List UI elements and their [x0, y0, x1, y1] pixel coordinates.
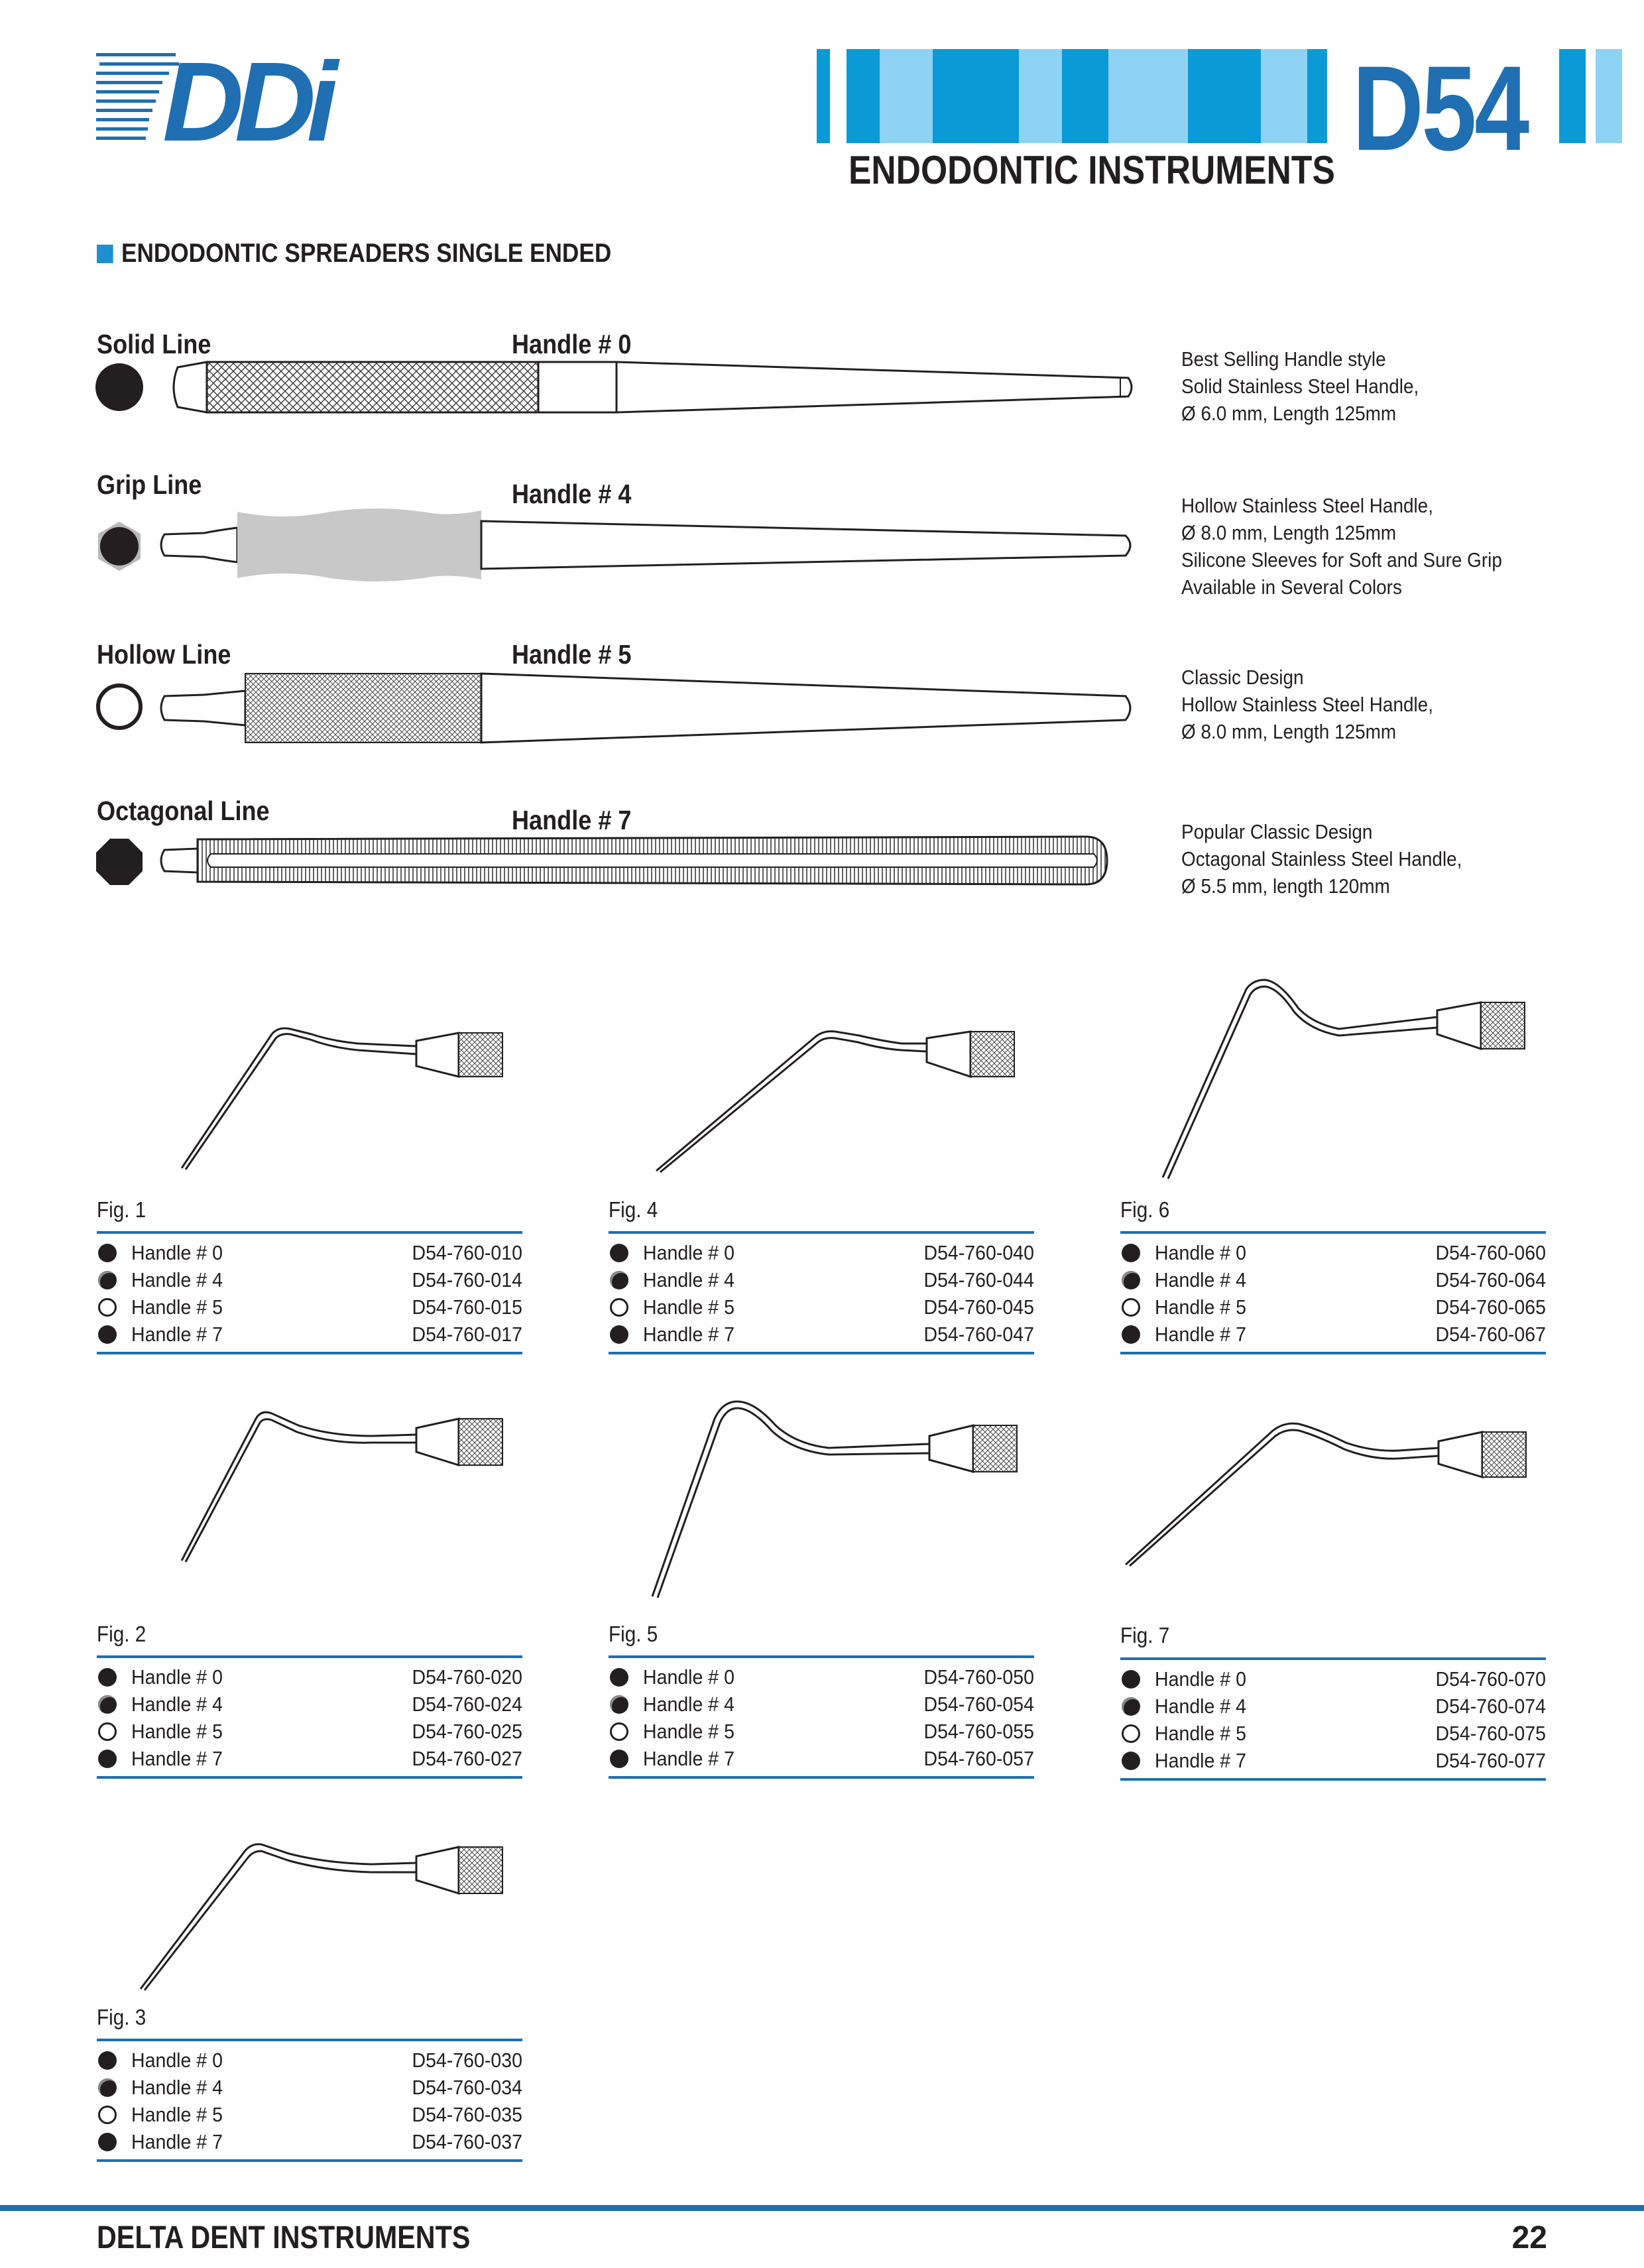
- row-code: D54-760-057: [923, 1747, 1034, 1770]
- row-code: D54-760-054: [923, 1693, 1034, 1716]
- section-title-text: ENDODONTIC SPREADERS SINGLE ENDED: [121, 239, 612, 268]
- row-handle: Handle # 7: [643, 1747, 734, 1770]
- footer-company: DELTA DENT INSTRUMENTS: [97, 2220, 471, 2255]
- solid-circle-icon: [98, 2051, 117, 2070]
- fig-6-table: [1120, 1231, 1546, 1354]
- fig-1-table: [97, 1231, 522, 1354]
- desc-line: Best Selling Handle style: [1181, 347, 1386, 371]
- desc-line: Available in Several Colors: [1181, 575, 1402, 599]
- desc-line: Ø 8.0 mm, Length 125mm: [1181, 521, 1397, 544]
- line-name-grip: Grip Line: [97, 469, 202, 500]
- grip-circle-icon: [1122, 1697, 1140, 1716]
- desc-line: Popular Classic Design: [1181, 820, 1373, 843]
- octagon-icon: [98, 1750, 117, 1768]
- hollow-circle-icon: [98, 1298, 117, 1317]
- table-row: [97, 1663, 522, 1691]
- handle-name-0: Handle # 0: [512, 329, 632, 359]
- row-code: D54-760-047: [923, 1323, 1034, 1346]
- footer-divider: [0, 2205, 1644, 2211]
- solid-circle-icon: [610, 1668, 628, 1687]
- row-handle: Handle # 5: [1155, 1295, 1246, 1319]
- table-row: [97, 2101, 522, 2128]
- row-handle: Handle # 0: [131, 1665, 223, 1689]
- spreader-fig-7-icon: [1120, 1412, 1545, 1578]
- row-handle: Handle # 0: [643, 1665, 734, 1689]
- table-row: [1120, 1720, 1546, 1747]
- row-handle: Handle # 5: [643, 1720, 734, 1743]
- hollow-circle-icon: [1122, 1298, 1140, 1317]
- solid-circle-icon: [98, 1668, 117, 1687]
- row-code: D54-760-060: [1435, 1241, 1546, 1264]
- hollow-circle-icon: [98, 1722, 117, 1741]
- handle-name-5: Handle # 5: [512, 639, 632, 670]
- table-row: [97, 1321, 522, 1348]
- spreader-fig-2-icon: [172, 1405, 517, 1571]
- row-code: D54-760-055: [923, 1720, 1034, 1743]
- desc-line: Ø 6.0 mm, Length 125mm: [1181, 402, 1397, 425]
- fig-5-label: Fig. 5: [609, 1622, 658, 1646]
- fig-3-table: [97, 2039, 522, 2162]
- fig-2-table: [97, 1655, 522, 1779]
- row-code: D54-760-027: [412, 1747, 522, 1770]
- hollow-circle-icon: [610, 1298, 628, 1317]
- table-row: [97, 1293, 522, 1321]
- row-handle: Handle # 4: [131, 1268, 223, 1291]
- table-row: [609, 1718, 1034, 1745]
- octagon-icon: [610, 1325, 628, 1344]
- grip-hexagon-icon: [93, 520, 146, 573]
- row-code: D54-760-010: [412, 1241, 522, 1264]
- row-code: D54-760-067: [1435, 1323, 1546, 1346]
- row-handle: Handle # 4: [643, 1693, 734, 1716]
- grip-circle-icon: [98, 1271, 117, 1289]
- row-code: D54-760-074: [1435, 1695, 1546, 1718]
- solid-circle-icon: [1122, 1670, 1140, 1689]
- table-row: [609, 1239, 1034, 1266]
- line-name-octagonal: Octagonal Line: [97, 796, 270, 826]
- row-code: D54-760-020: [412, 1665, 522, 1689]
- row-code: D54-760-044: [923, 1268, 1034, 1291]
- desc-line: Ø 8.0 mm, Length 125mm: [1181, 720, 1397, 743]
- table-row: [97, 2074, 522, 2101]
- page-title: ENDODONTIC INSTRUMENTS: [849, 148, 1335, 192]
- row-code: D54-760-017: [412, 1323, 522, 1346]
- spreader-fig-4-icon: [650, 1021, 1021, 1180]
- fig-3-label: Fig. 3: [97, 2005, 147, 2029]
- table-row: [97, 1745, 522, 1772]
- row-code: D54-760-077: [1435, 1749, 1546, 1772]
- desc-handle-7: [1181, 818, 1462, 900]
- row-code: D54-760-075: [1435, 1722, 1546, 1745]
- row-handle: Handle # 7: [643, 1323, 734, 1346]
- octagon-icon: [98, 1325, 117, 1344]
- handle-name-7: Handle # 7: [512, 805, 632, 835]
- table-row: [1120, 1665, 1546, 1693]
- fig-1-label: Fig. 1: [97, 1197, 147, 1222]
- row-code: D54-760-025: [412, 1720, 522, 1743]
- row-handle: Handle # 5: [131, 1295, 223, 1319]
- row-handle: Handle # 7: [131, 1323, 223, 1346]
- row-code: D54-760-050: [923, 1665, 1034, 1689]
- row-handle: Handle # 5: [131, 2103, 223, 2126]
- table-row: [1120, 1266, 1546, 1293]
- grip-circle-icon: [98, 1695, 117, 1714]
- row-handle: Handle # 5: [1155, 1722, 1246, 1745]
- row-handle: Handle # 0: [643, 1241, 734, 1264]
- row-code: D54-760-045: [923, 1295, 1034, 1319]
- row-code: D54-760-040: [923, 1241, 1034, 1264]
- row-code: D54-760-070: [1435, 1667, 1546, 1691]
- table-row: [1120, 1293, 1546, 1321]
- table-row: [1120, 1747, 1546, 1774]
- handle-0-drawing: [158, 359, 1139, 416]
- section-title: [97, 239, 611, 269]
- desc-handle-5: [1181, 664, 1433, 745]
- desc-line: Octagonal Stainless Steel Handle,: [1181, 847, 1462, 870]
- octagon-icon: [1122, 1752, 1140, 1770]
- row-code: D54-760-030: [412, 2049, 522, 2072]
- handle-7-drawing: [158, 834, 1139, 887]
- table-row: [1120, 1693, 1546, 1720]
- solid-circle-icon: [94, 362, 145, 412]
- table-row: [609, 1663, 1034, 1691]
- table-row: [97, 2047, 522, 2074]
- fig-4-table: [609, 1231, 1034, 1354]
- page-number: 22: [1511, 2220, 1547, 2255]
- table-row: [97, 2128, 522, 2155]
- fig-6-label: Fig. 6: [1120, 1197, 1170, 1222]
- row-handle: Handle # 7: [1155, 1749, 1246, 1772]
- row-handle: Handle # 7: [131, 2130, 223, 2153]
- ddi-logo: [96, 46, 348, 146]
- row-code: D54-760-037: [412, 2130, 522, 2153]
- row-handle: Handle # 0: [1155, 1667, 1246, 1691]
- row-handle: Handle # 4: [131, 2076, 223, 2099]
- row-code: D54-760-065: [1435, 1295, 1546, 1319]
- desc-line: Hollow Stainless Steel Handle,: [1181, 693, 1433, 716]
- line-name-hollow: Hollow Line: [97, 639, 231, 670]
- table-row: [97, 1239, 522, 1266]
- desc-line: Classic Design: [1181, 666, 1304, 689]
- row-code: D54-760-014: [412, 1268, 522, 1291]
- row-code: D54-760-034: [412, 2076, 522, 2099]
- handle-name-4: Handle # 4: [512, 479, 632, 509]
- hollow-circle-icon: [94, 682, 145, 732]
- row-code: D54-760-015: [412, 1295, 522, 1319]
- spreader-fig-1-icon: [172, 1021, 517, 1180]
- row-handle: Handle # 7: [131, 1747, 223, 1770]
- fig-2-label: Fig. 2: [97, 1622, 147, 1646]
- spreader-fig-3-icon: [133, 1836, 517, 2002]
- fig-4-label: Fig. 4: [609, 1197, 658, 1222]
- solid-circle-icon: [1122, 1244, 1140, 1262]
- grip-circle-icon: [1122, 1271, 1140, 1289]
- row-handle: Handle # 4: [1155, 1268, 1246, 1291]
- row-handle: Handle # 0: [131, 1241, 223, 1264]
- desc-handle-4: [1181, 492, 1502, 601]
- line-name-solid: Solid Line: [97, 329, 211, 359]
- desc-line: Silicone Sleeves for Soft and Sure Grip: [1181, 548, 1502, 571]
- hollow-circle-icon: [98, 2106, 117, 2124]
- row-handle: Handle # 0: [1155, 1241, 1246, 1264]
- table-row: [97, 1266, 522, 1293]
- row-code: D54-760-035: [412, 2103, 522, 2126]
- row-handle: Handle # 5: [643, 1295, 734, 1319]
- table-row: [1120, 1321, 1546, 1348]
- octagon-icon: [94, 837, 145, 887]
- grip-circle-icon: [610, 1271, 628, 1289]
- row-handle: Handle # 4: [1155, 1695, 1246, 1718]
- desc-handle-0: [1181, 345, 1419, 427]
- row-handle: Handle # 7: [1155, 1323, 1246, 1346]
- hollow-circle-icon: [610, 1722, 628, 1741]
- row-code: D54-760-024: [412, 1693, 522, 1716]
- fig-5-table: [609, 1655, 1034, 1779]
- row-handle: Handle # 0: [131, 2049, 223, 2072]
- row-handle: Handle # 5: [131, 1720, 223, 1743]
- hollow-circle-icon: [1122, 1724, 1140, 1743]
- table-row: [609, 1691, 1034, 1718]
- logo-text: DDi: [162, 46, 329, 146]
- table-row: [97, 1718, 522, 1745]
- fig-7-label: Fig. 7: [1120, 1623, 1170, 1647]
- table-row: [97, 1691, 522, 1718]
- desc-line: Solid Stainless Steel Handle,: [1181, 375, 1419, 398]
- solid-circle-icon: [610, 1244, 628, 1262]
- grip-circle-icon: [98, 2078, 117, 2097]
- page-code: D54: [1352, 40, 1527, 176]
- section-marker-icon: [97, 245, 113, 263]
- spreader-fig-6-icon: [1153, 975, 1538, 1187]
- solid-circle-icon: [98, 1244, 117, 1262]
- octagon-icon: [610, 1750, 628, 1768]
- handle-4-drawing: [158, 508, 1139, 582]
- row-code: D54-760-064: [1435, 1268, 1546, 1291]
- octagon-icon: [98, 2133, 117, 2151]
- fig-7-table: [1120, 1657, 1546, 1781]
- table-row: [609, 1321, 1034, 1348]
- spreader-fig-5-icon: [643, 1392, 1021, 1611]
- handle-5-drawing: [158, 668, 1139, 748]
- row-handle: Handle # 4: [131, 1693, 223, 1716]
- desc-line: Hollow Stainless Steel Handle,: [1181, 494, 1433, 517]
- table-row: [609, 1293, 1034, 1321]
- table-row: [609, 1745, 1034, 1772]
- row-handle: Handle # 4: [643, 1268, 734, 1291]
- table-row: [609, 1266, 1034, 1293]
- grip-circle-icon: [610, 1695, 628, 1714]
- table-row: [1120, 1239, 1546, 1266]
- octagon-icon: [1122, 1325, 1140, 1344]
- desc-line: Ø 5.5 mm, length 120mm: [1181, 874, 1390, 898]
